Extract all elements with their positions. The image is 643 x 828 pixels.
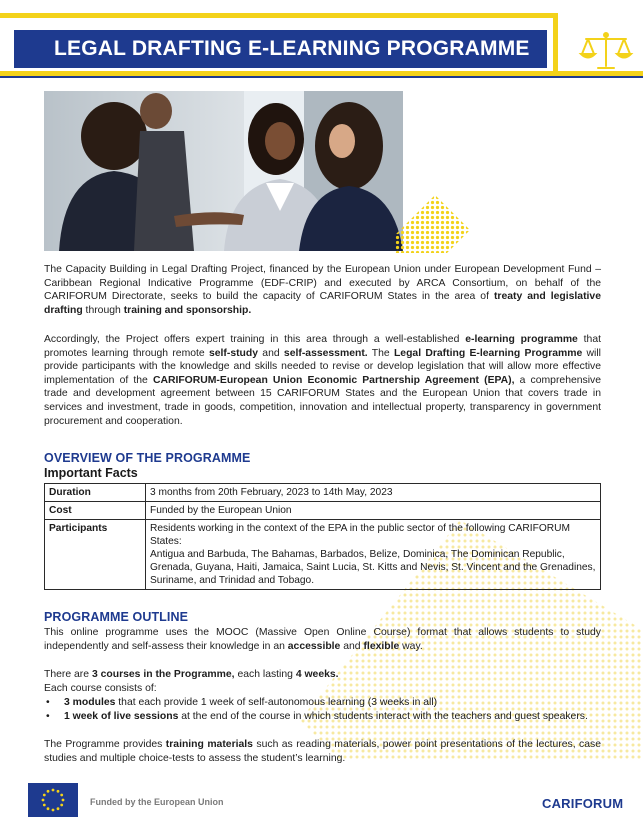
- programme-outline-heading: PROGRAMME OUTLINE: [44, 610, 189, 624]
- important-facts-heading: Important Facts: [44, 466, 138, 480]
- participants-list: Antigua and Barbuda, The Bahamas, Barbados, Belize, Dominica, The Dominican Republic, Grenada, Guyana, Haiti, Jamaica, Saint Lucia, St. Kitts and Nevis, St. Vincent and the Grenadines, Suriname, and Trinidad and Tobago.: [150, 549, 596, 586]
- header-accent-line-top: [0, 13, 556, 18]
- header-blue-rule: [0, 76, 643, 78]
- header-banner: [14, 30, 547, 68]
- courses-paragraph: There are 3 courses in the Programme, each lasting 4 weeks. Each course consists of:: [44, 669, 339, 694]
- fact-value: Funded by the European Union: [146, 502, 601, 520]
- table-row: [45, 520, 601, 590]
- eu-flag-icon: [28, 783, 78, 817]
- fact-key: Duration: [45, 484, 146, 502]
- fact-value: [146, 520, 601, 590]
- fact-key: Cost: [45, 502, 146, 520]
- fact-key: Participants: [45, 520, 146, 590]
- funded-by-eu-text: Funded by the European Union: [90, 797, 224, 807]
- header-accent-line-vertical: [553, 13, 558, 77]
- scales-of-justice-icon: [578, 30, 634, 72]
- outline-paragraph: This online programme uses the MOOC (Massive Open Online Course) format that allows students to study independently and self-assess their knowledge in an accessible and flexible way.: [44, 627, 601, 652]
- bullet-icon: •: [46, 697, 50, 708]
- photo-dot-accent: [395, 195, 470, 253]
- fact-value: 3 months from 20th February, 2023 to 14th May, 2023: [146, 484, 601, 502]
- intro-paragraph-2: Accordingly, the Project offers expert training in this area through a well-established e-learning programme that promotes learning through remote self-study and self-assessment. The Legal Drafting E-learning Programme will provide participants with the knowledge and skills needed to revise or develop legislation that will allow more effective implementation of the CARIFORUM-European Union Economic Partnership Agreement (EPA), a comprehensive trade and development agreement between 15 CARIFORUM States and the European Union that covers trade in services and investment, trade in goods, competition, innovation and intellectual property, transparency in government procurement and cooperation.: [44, 334, 602, 427]
- overview-heading: OVERVIEW OF THE PROGRAMME: [44, 451, 251, 465]
- materials-paragraph: The Programme provides training materials such as reading materials, power point presentations of the lectures, case studies and multiple choice-tests to assess the student’s learning.: [44, 739, 601, 764]
- handshake-photo: [44, 91, 403, 251]
- table-row: [45, 484, 601, 502]
- intro-paragraph-1: The Capacity Building in Legal Drafting Project, financed by the European Union under European Development Fund – Caribbean Regional Indicative Programme (EDF-CRIP) and executed by ARCA Consortium, on behalf of the CARIFORUM Directorate, seeks to build the capacity of CARIFORUM States in the area of treaty and legislative drafting through training and sponsorship.: [44, 264, 601, 316]
- bullet-icon: •: [46, 711, 50, 722]
- facts-table: [44, 483, 601, 590]
- page-title: LEGAL DRAFTING E-LEARNING PROGRAMME: [54, 37, 530, 60]
- table-row: [45, 502, 601, 520]
- participants-intro: Residents working in the context of the EPA in the public sector of the following CARIFORUM States:: [150, 523, 570, 547]
- cariforum-logo: CARIFORUM: [542, 796, 624, 811]
